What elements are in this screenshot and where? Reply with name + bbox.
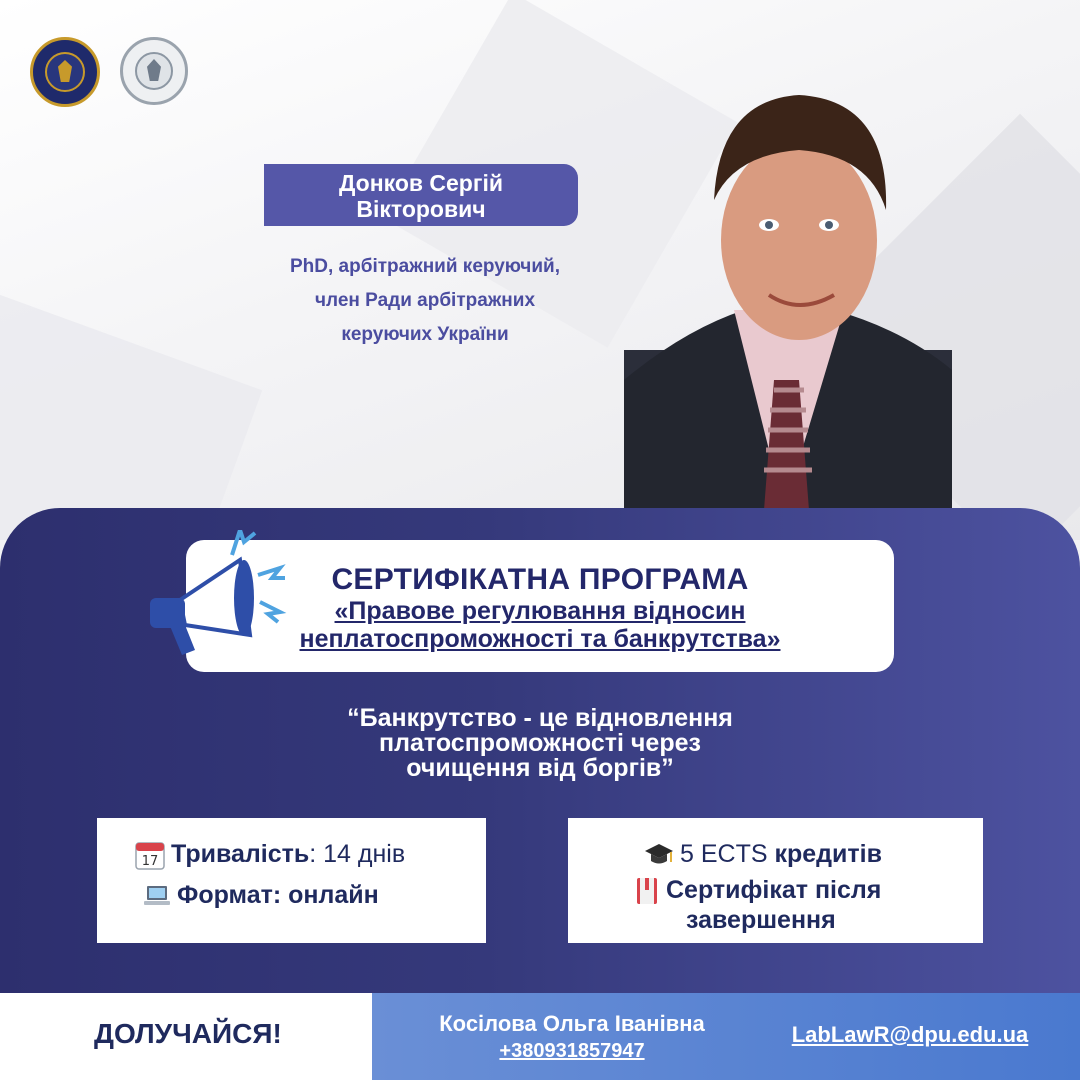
certificate-line: Сертифікат після <box>666 876 882 904</box>
contact-email-link[interactable]: LabLawR@dpu.edu.ua <box>791 1022 1029 1047</box>
credits-label: кредитів <box>767 840 882 868</box>
graduation-cap-icon <box>644 842 674 868</box>
calendar-icon <box>135 840 165 870</box>
program-name-link[interactable] <box>230 597 850 653</box>
quote-line: платоспроможності через <box>379 729 701 757</box>
contact-phone-link[interactable]: +380931857947 <box>499 1040 645 1062</box>
speaker-title-line: керуючих України <box>341 324 509 345</box>
speaker-name-badge <box>264 164 578 226</box>
duration-row <box>135 840 405 870</box>
book-icon <box>634 876 660 906</box>
svg-text:17: 17 <box>141 854 159 870</box>
credits-value: 5 ECTS <box>680 840 768 868</box>
speaker-title-line: член Ради арбітражних <box>314 290 536 311</box>
university-emblem-logo <box>30 37 100 107</box>
quote <box>290 706 790 781</box>
format-row <box>143 881 379 910</box>
format-label: Формат <box>177 881 273 909</box>
speaker-name-line: Вікторович <box>356 196 486 222</box>
program-title: СЕРТИФІКАТНА ПРОГРАМА <box>331 563 749 596</box>
background-shape <box>0 288 262 540</box>
contact-name: Косілова Ольга Іванівна <box>439 1011 705 1036</box>
laptop-icon <box>143 884 171 908</box>
duration-format-box <box>97 818 486 943</box>
speaker-title-line: PhD, арбітражний керуючий, <box>290 256 560 277</box>
program-name-line: неплатоспроможності та банкрутства» <box>299 625 781 653</box>
duration-label: Тривалість <box>171 840 310 868</box>
credits-row <box>644 840 882 869</box>
legal-institute-seal-logo <box>120 37 188 105</box>
certificate-line: завершення <box>686 906 836 934</box>
certificate-row <box>634 876 881 906</box>
program-name-line: «Правове регулювання відносин <box>334 597 746 625</box>
credits-certificate-box <box>568 818 983 943</box>
speaker-photo <box>624 60 952 510</box>
quote-line: “Банкрутство - це відновлення <box>347 704 733 732</box>
duration-value: : 14 днів <box>309 840 406 868</box>
quote-line: очищення від боргів” <box>406 754 674 782</box>
join-cta[interactable]: ДОЛУЧАЙСЯ! <box>94 1018 282 1049</box>
speaker-title <box>235 250 615 352</box>
speaker-name-line: Донков Сергій <box>339 170 503 196</box>
format-value: : онлайн <box>272 881 379 909</box>
